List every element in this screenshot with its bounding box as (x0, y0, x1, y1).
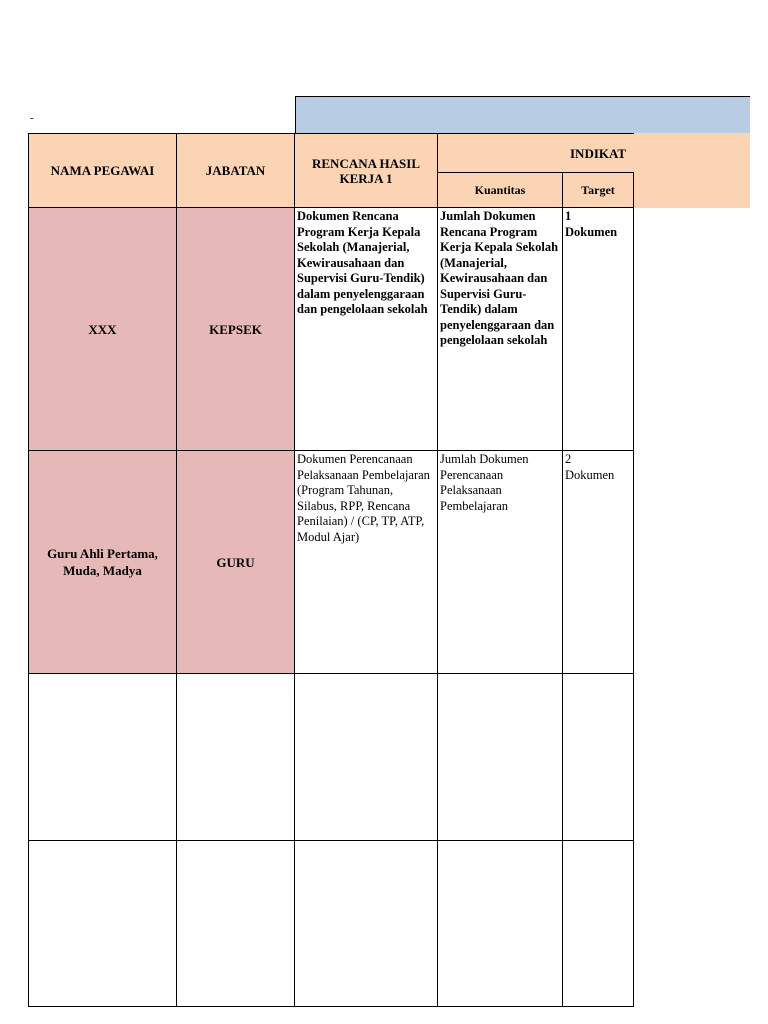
table-row-1-target-unit: Dokumen (565, 224, 618, 239)
table-row-4-jabatan (176, 840, 295, 1007)
table-row-2-target-unit: Dokumen (565, 467, 615, 482)
table-row-1-jabatan: KEPSEK (176, 207, 295, 451)
header-target: Target (562, 172, 634, 208)
table-row-1-target (562, 207, 634, 451)
table-row-2-target-number: 2 (565, 452, 572, 466)
table-row-4-rencana (294, 840, 438, 1007)
table-row-3-nama (28, 673, 177, 841)
table-row-3-jabatan (176, 673, 295, 841)
header-rencana-hasil-kerja: RENCANA HASIL KERJA 1 (294, 133, 438, 208)
table-row-3-kuantitas (437, 673, 563, 841)
table-row-2-jabatan: GURU (176, 450, 295, 674)
table-row-1-nama: XXX (28, 207, 177, 451)
table-row-3-target (562, 673, 634, 841)
table-row-1-target-number: 1 (565, 209, 572, 223)
table-row-4-kuantitas (437, 840, 563, 1007)
table-row-2-kuantitas: Jumlah Dokumen Perencanaan Pelaksanaan Pembelajaran (437, 450, 563, 674)
header-nama-pegawai: NAMA PEGAWAI (28, 133, 177, 208)
table-title-bar (295, 96, 750, 133)
table-row-2-rencana: Dokumen Perencanaan Pelaksanaan Pembelajaran (Program Tahunan, Silabus, RPP, Rencana Penilaian) / (CP, TP, ATP, Modul Ajar) (294, 450, 438, 674)
table-row-2-nama: Guru Ahli Pertama, Muda, Madya (28, 450, 177, 674)
table-row-3-rencana (294, 673, 438, 841)
table-row-4-target (562, 840, 634, 1007)
header-indikator-cell (437, 133, 634, 173)
table-row-4-nama (28, 840, 177, 1007)
header-jabatan: JABATAN (176, 133, 295, 208)
header-kuantitas: Kuantitas (437, 172, 563, 208)
header-indikator: INDIKAT (570, 146, 627, 161)
table-row-2-target (562, 450, 634, 674)
table-row-1-rencana: Dokumen Rencana Program Kerja Kepala Sekolah (Manajerial, Kewirausahaan dan Supervisi Guru-Tendik) dalam penyelenggaraan dan pengelolaan sekolah (294, 207, 438, 451)
table-row-1-kuantitas: Jumlah Dokumen Rencana Program Kerja Kepala Sekolah (Manajerial, Kewirausahaan dan Supervisi Guru-Tendik) dalam penyelenggaraan dan pengelolaan sekolah (437, 207, 563, 451)
page-mark: - (30, 112, 34, 124)
